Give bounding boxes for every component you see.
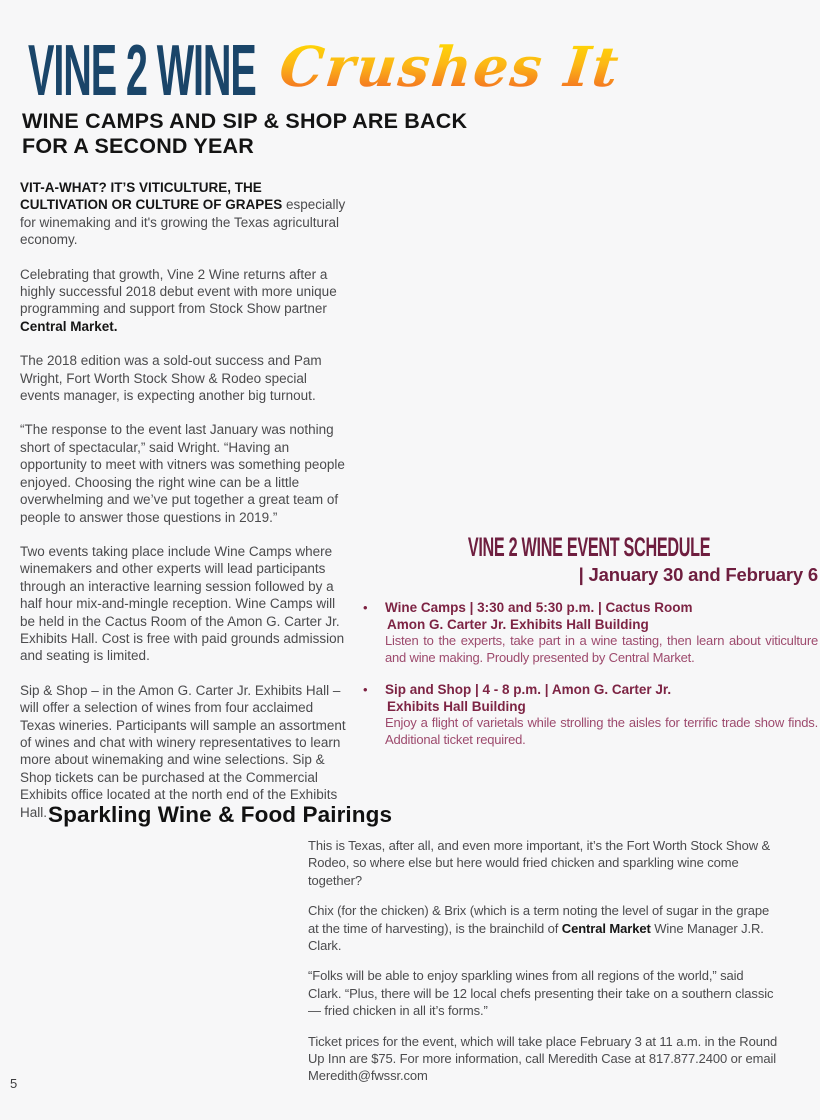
paragraph-text: Celebrating that growth, Vine 2 Wine returns after a highly successful 2018 debut event with more unique programming and support from Stock Show partner [20,266,337,317]
article-subtitle: WINE CAMPS AND SIP & SHOP ARE BACK FOR A SECOND YEAR [22,109,468,158]
page-number: 5 [10,1076,18,1091]
event-description: Enjoy a flight of varietals while strolling the aisles for terrific trade show finds. Additional ticket required. [385,715,818,747]
event-schedule-dates: | January 30 and February 6 [578,564,818,585]
event-title: Sip and Shop | 4 - 8 p.m. | Amon G. Carter Jr. [385,682,672,697]
pairings-paragraph-4: Ticket prices for the event, which will take place February 3 at 11 a.m. in the Round Up Inn are $75. For more information, call Meredith Case at 817.877.2400 or email Meredith@fwssr.com [308,1033,778,1084]
article-header [22,31,798,159]
title-crushes-it: Crushes It [276,32,623,102]
list-item-sip-and-shop [360,681,818,748]
paragraph-text: Chix (for the chicken) & Brix (which is a term noting the level of sugar in the grape at the time of harvesting), is the brainchild of [308,903,770,936]
event-details [385,681,818,748]
paragraph-text: especially for winemaking and it's growing the Texas agricultural economy. [20,197,346,248]
pairings-section-title: Sparkling Wine & Food Pairings [48,802,393,827]
bullet-icon: • [363,682,368,697]
event-schedule-title: VINE 2 WINE EVENT SCHEDULE [467,532,711,562]
pairings-body-column [308,837,780,1098]
pairings-paragraph-2 [308,902,780,954]
event-title: Wine Camps | 3:30 and 5:30 p.m. | Cactus Room [385,600,693,615]
title-vine-2-wine: VINE 2 WINE [28,31,256,111]
paragraph-text: Wine Manager J.R. Clark. [308,920,764,954]
bullet-icon: • [363,600,368,615]
article-paragraph-2 [20,266,349,336]
event-list [360,599,818,748]
list-item-wine-camps [360,599,818,666]
article-body-column [20,179,349,838]
event-schedule-header [360,533,818,561]
event-description: Listen to the experts, take part in a wine tasting, then learn about viticulture and wine making. Proudly presented by Central Market. [385,633,818,665]
pairings-paragraph-3: “Folks will be able to enjoy sparkling wines from all regions of the world,” said Clark. “Plus, there will be 12 local chefs presenting their take on a southern classic — fried chicken in all it’s forms.” [308,968,774,1019]
page-title [28,31,798,111]
article-paragraph-3: The 2018 edition was a sold-out success and Pam Wright, Fort Worth Stock Show & Rodeo special events manager, is expecting another big turnout. [20,353,322,404]
article-paragraph-4: “The response to the event last January was nothing short of spectacular,” said Wright. “Having an opportunity to meet with vitners was something people enjoyed. Choosing the right wine can be a little overwhelming and we’ve put together a great team of people to answer those questions in 2019.” [20,422,345,525]
article-paragraph-5: Two events taking place include Wine Camps where winemakers and other experts will lead participants through an interactive learning session followed by a half hour mix-and-mingle reception. Wine Camps will be held in the Cactus Room of the Amon G. Carter Jr. Exhibits Hall. Cost is free with paid grounds admission and seating is limited. [20,543,345,664]
event-schedule [360,533,818,763]
event-location: Exhibits Hall Building [387,699,526,714]
central-market-bold: Central Market [561,920,651,936]
event-location: Amon G. Carter Jr. Exhibits Hall Building [387,617,649,632]
central-market-bold: Central Market. [20,318,118,334]
event-details [385,599,818,666]
article-paragraph-1 [20,179,349,249]
pairings-paragraph-1: This is Texas, after all, and even more important, it’s the Fort Worth Stock Show & Rodeo, so where else but here would fried chicken and sparkling wine come together? [308,838,771,888]
paragraph-lead-bold: VIT-A-WHAT? IT’S VITICULTURE, THE CULTIVATION OR CULTURE OF GRAPES [20,180,283,213]
article-paragraph-6: Sip & Shop – in the Amon G. Carter Jr. Exhibits Hall – will offer a selection of wines from four acclaimed Texas wineries. Participants will sample an assortment of wines and chat with winery representatives to learn more about winemaking and wine selections. Sip & Shop tickets can be purchased at the Commercial Exhibits office located at the north end of the Exhibits Hall. [20,682,346,820]
